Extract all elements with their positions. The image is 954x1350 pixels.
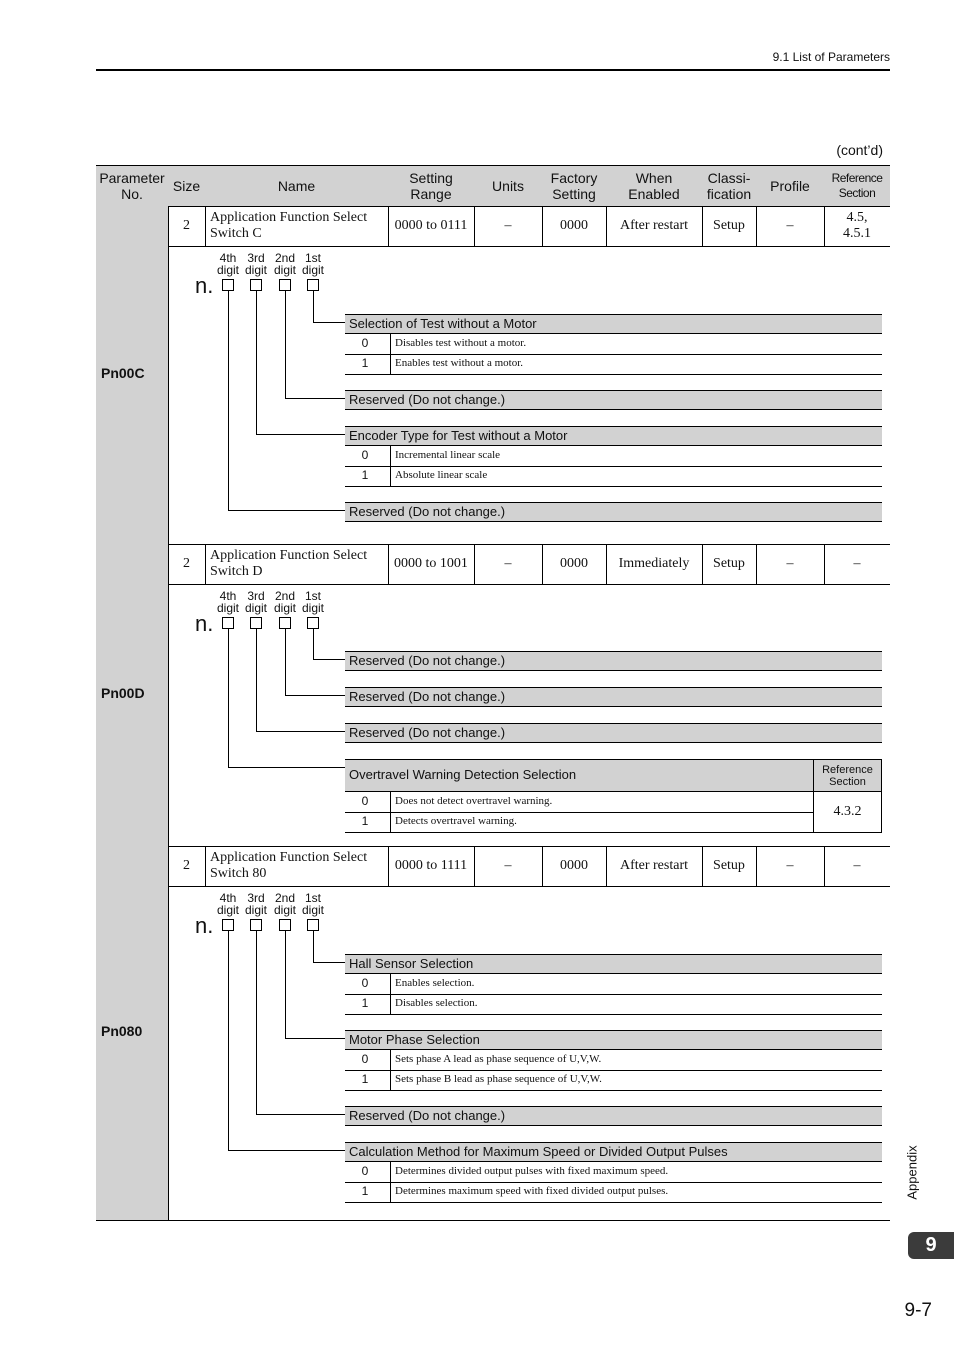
profile-value: – — [786, 858, 794, 873]
rule — [388, 544, 389, 584]
page-number: 9-7 — [904, 1300, 932, 1321]
group-title-bar: Reserved (Do not change.) — [345, 723, 882, 743]
digit-label-d4: 4th digit — [216, 251, 239, 277]
digit-box — [307, 919, 319, 931]
rule — [824, 846, 825, 886]
rule — [756, 846, 757, 886]
digit-label-d1: 1st digit — [301, 251, 324, 277]
connector-line — [285, 291, 286, 398]
classification-value: Setup — [713, 858, 745, 873]
rule — [205, 206, 206, 246]
rule — [345, 812, 813, 813]
rule — [702, 544, 703, 584]
rule — [813, 832, 882, 833]
col-profile: Profile — [770, 177, 810, 194]
rule — [390, 974, 391, 994]
connector-line — [256, 629, 257, 731]
rule — [345, 486, 882, 487]
connector-line — [256, 291, 257, 434]
name-value: Application Function Select Switch D — [210, 548, 368, 579]
rule — [474, 206, 475, 246]
n-prefix: n. — [195, 611, 214, 636]
connector-line — [313, 322, 345, 323]
setting-range-value: 0000 to 1111 — [394, 858, 468, 873]
option-value: 1 — [361, 356, 369, 370]
digit-box — [222, 919, 234, 931]
size-value: 2 — [183, 858, 190, 873]
option-description: Determines maximum speed with fixed divided output pulses. — [395, 1185, 669, 1197]
option-value: 0 — [361, 448, 369, 462]
factory-setting-value: 0000 — [560, 858, 588, 873]
rule — [168, 886, 890, 887]
digit-box — [307, 279, 319, 291]
rule — [345, 374, 882, 375]
group-title-bar: Calculation Method for Maximum Speed or Divided Output Pulses — [345, 1142, 882, 1162]
digit-label-d1: 1st digit — [301, 891, 324, 917]
rule — [390, 1050, 391, 1070]
rule — [345, 1182, 882, 1183]
option-value: 0 — [361, 336, 369, 350]
when-enabled-value: After restart — [619, 858, 689, 873]
digit-label-d3: 3rd digit — [244, 251, 267, 277]
n-prefix: n. — [195, 913, 214, 938]
digit-label-d4: 4th digit — [216, 589, 239, 615]
rule — [345, 832, 813, 833]
digit-box — [222, 617, 234, 629]
units-value: – — [504, 858, 512, 873]
contd-label: (cont’d) — [836, 142, 883, 158]
rule — [345, 1202, 882, 1203]
size-value: 2 — [183, 556, 190, 571]
rule — [824, 206, 825, 246]
group-title-bar: Selection of Test without a Motor — [345, 314, 882, 334]
rule — [168, 584, 890, 585]
appendix-side-label: Appendix — [904, 1145, 920, 1200]
rule — [390, 334, 391, 354]
group-title-bar: Reserved (Do not change.) — [345, 1106, 882, 1126]
option-description: Detects overtravel warning. — [395, 815, 517, 827]
setting-range-value: 0000 to 0111 — [394, 218, 468, 233]
rule — [824, 544, 825, 584]
option-description: Does not detect overtravel warning. — [395, 795, 553, 807]
rule — [606, 544, 607, 584]
rule — [606, 206, 607, 246]
connector-line — [256, 931, 257, 1114]
digit-box — [279, 617, 291, 629]
option-value: 1 — [361, 1184, 369, 1198]
when-enabled-value: After restart — [619, 218, 689, 233]
rule — [345, 1014, 882, 1015]
rule — [168, 544, 169, 846]
connector-line — [285, 398, 345, 399]
connector-line — [285, 695, 345, 696]
rule — [390, 354, 391, 374]
rule — [388, 846, 389, 886]
rule — [345, 994, 882, 995]
group-title-bar: Reserved (Do not change.) — [345, 390, 882, 410]
connector-line — [313, 291, 314, 322]
col-size: Size — [172, 177, 201, 194]
reference-value: 4.5, 4.5.1 — [843, 210, 871, 241]
col-factory-setting: Factory Setting — [550, 169, 598, 202]
setting-range-value: 0000 to 1001 — [394, 556, 468, 571]
rule — [474, 544, 475, 584]
connector-line — [285, 931, 286, 1038]
digit-label-d1: 1st digit — [301, 589, 324, 615]
reference-value: – — [853, 858, 861, 873]
option-description: Absolute linear scale — [395, 469, 488, 481]
col-units: Units — [492, 177, 524, 194]
rule — [205, 544, 206, 584]
option-value: 1 — [361, 1072, 369, 1086]
option-value: 0 — [361, 976, 369, 990]
rule — [474, 846, 475, 886]
option-value: 1 — [361, 814, 369, 828]
col-reference-section: Reference Section — [831, 170, 883, 200]
chapter-tab: 9 — [908, 1232, 954, 1259]
option-value: 1 — [361, 996, 369, 1010]
connector-line — [285, 1038, 345, 1039]
profile-value: – — [786, 218, 794, 233]
factory-setting-value: 0000 — [560, 556, 588, 571]
param-number: Pn080 — [101, 1023, 143, 1039]
connector-line — [313, 931, 314, 962]
option-description: Enables test without a motor. — [395, 357, 524, 369]
connector-line — [313, 629, 314, 659]
option-description: Sets phase A lead as phase sequence of U,V,W. — [395, 1053, 602, 1065]
rule — [542, 544, 543, 584]
rule — [345, 466, 882, 467]
connector-line — [228, 629, 229, 767]
digit-label-d3: 3rd digit — [244, 589, 267, 615]
digit-label-d2: 2nd digit — [273, 589, 296, 615]
rule — [542, 206, 543, 246]
group-title-bar: Overtravel Warning Detection Selection — [345, 759, 813, 792]
connector-line — [256, 434, 345, 435]
col-name: Name — [277, 177, 316, 194]
connector-line — [228, 510, 345, 511]
ref-section-label: Reference Section — [822, 763, 873, 788]
group-title-bar: Motor Phase Selection — [345, 1030, 882, 1050]
connector-line — [228, 1150, 345, 1151]
connector-line — [285, 629, 286, 695]
digit-label-d2: 2nd digit — [273, 891, 296, 917]
connector-line — [256, 731, 345, 732]
rule — [702, 206, 703, 246]
rule — [756, 206, 757, 246]
col-param-no: Parameter No. — [99, 169, 165, 202]
reference-value: – — [853, 556, 861, 571]
connector-line — [313, 659, 345, 660]
rule — [542, 846, 543, 886]
digit-label-d3: 3rd digit — [244, 891, 267, 917]
when-enabled-value: Immediately — [618, 556, 690, 571]
units-value: – — [504, 556, 512, 571]
rule — [96, 1220, 890, 1221]
option-description: Incremental linear scale — [395, 449, 501, 461]
col-setting-range: Setting Range — [409, 169, 453, 202]
header-rule — [96, 69, 890, 71]
connector-line — [228, 931, 229, 1150]
option-description: Enables selection. — [395, 977, 475, 989]
rule — [168, 846, 169, 1220]
col-classification: Classi- fication — [706, 169, 752, 202]
profile-value: – — [786, 556, 794, 571]
rule — [390, 812, 391, 832]
rule — [390, 466, 391, 486]
rule — [345, 1070, 882, 1071]
rule — [756, 544, 757, 584]
digit-box — [307, 617, 319, 629]
option-value: 1 — [361, 468, 369, 482]
digit-box — [250, 919, 262, 931]
rule — [345, 354, 882, 355]
rule — [388, 206, 389, 246]
digit-box — [250, 279, 262, 291]
option-value: 0 — [361, 1052, 369, 1066]
rule — [96, 165, 890, 166]
ref-section-value: 4.3.2 — [833, 804, 862, 819]
digit-box — [250, 617, 262, 629]
factory-setting-value: 0000 — [560, 218, 588, 233]
connector-line — [313, 962, 345, 963]
n-prefix: n. — [195, 273, 214, 298]
option-description: Disables selection. — [395, 997, 478, 1009]
option-value: 0 — [361, 794, 369, 808]
connector-line — [228, 767, 345, 768]
param-number: Pn00C — [101, 365, 145, 381]
group-title-bar: Reserved (Do not change.) — [345, 502, 882, 522]
digit-label-d4: 4th digit — [216, 891, 239, 917]
digit-box — [222, 279, 234, 291]
connector-line — [228, 291, 229, 510]
classification-value: Setup — [713, 556, 745, 571]
rule — [205, 846, 206, 886]
running-header: 9.1 List of Parameters — [772, 50, 890, 64]
digit-box — [279, 919, 291, 931]
option-description: Disables test without a motor. — [395, 337, 527, 349]
group-title-bar: Reserved (Do not change.) — [345, 651, 882, 671]
name-value: Application Function Select Switch 80 — [210, 850, 368, 881]
units-value: – — [504, 218, 512, 233]
option-description: Determines divided output pulses with fixed maximum speed. — [395, 1165, 669, 1177]
rule — [390, 1070, 391, 1090]
rule — [390, 792, 391, 812]
connector-line — [256, 1114, 345, 1115]
rule — [390, 446, 391, 466]
group-title-bar: Hall Sensor Selection — [345, 954, 882, 974]
rule — [168, 246, 890, 247]
rule — [702, 846, 703, 886]
rule — [390, 1162, 391, 1182]
digit-label-d2: 2nd digit — [273, 251, 296, 277]
name-value: Application Function Select Switch C — [210, 210, 368, 241]
option-value: 0 — [361, 1164, 369, 1178]
param-number: Pn00D — [101, 685, 145, 701]
classification-value: Setup — [713, 218, 745, 233]
rule — [345, 1090, 882, 1091]
group-title-bar: Reserved (Do not change.) — [345, 687, 882, 707]
digit-box — [279, 279, 291, 291]
col-when-enabled: When Enabled — [628, 169, 680, 202]
rule — [606, 846, 607, 886]
option-description: Sets phase B lead as phase sequence of U,V,W. — [395, 1073, 602, 1085]
rule — [168, 206, 169, 544]
group-title-bar: Encoder Type for Test without a Motor — [345, 426, 882, 446]
size-value: 2 — [183, 218, 190, 233]
rule — [390, 994, 391, 1014]
rule — [390, 1182, 391, 1202]
